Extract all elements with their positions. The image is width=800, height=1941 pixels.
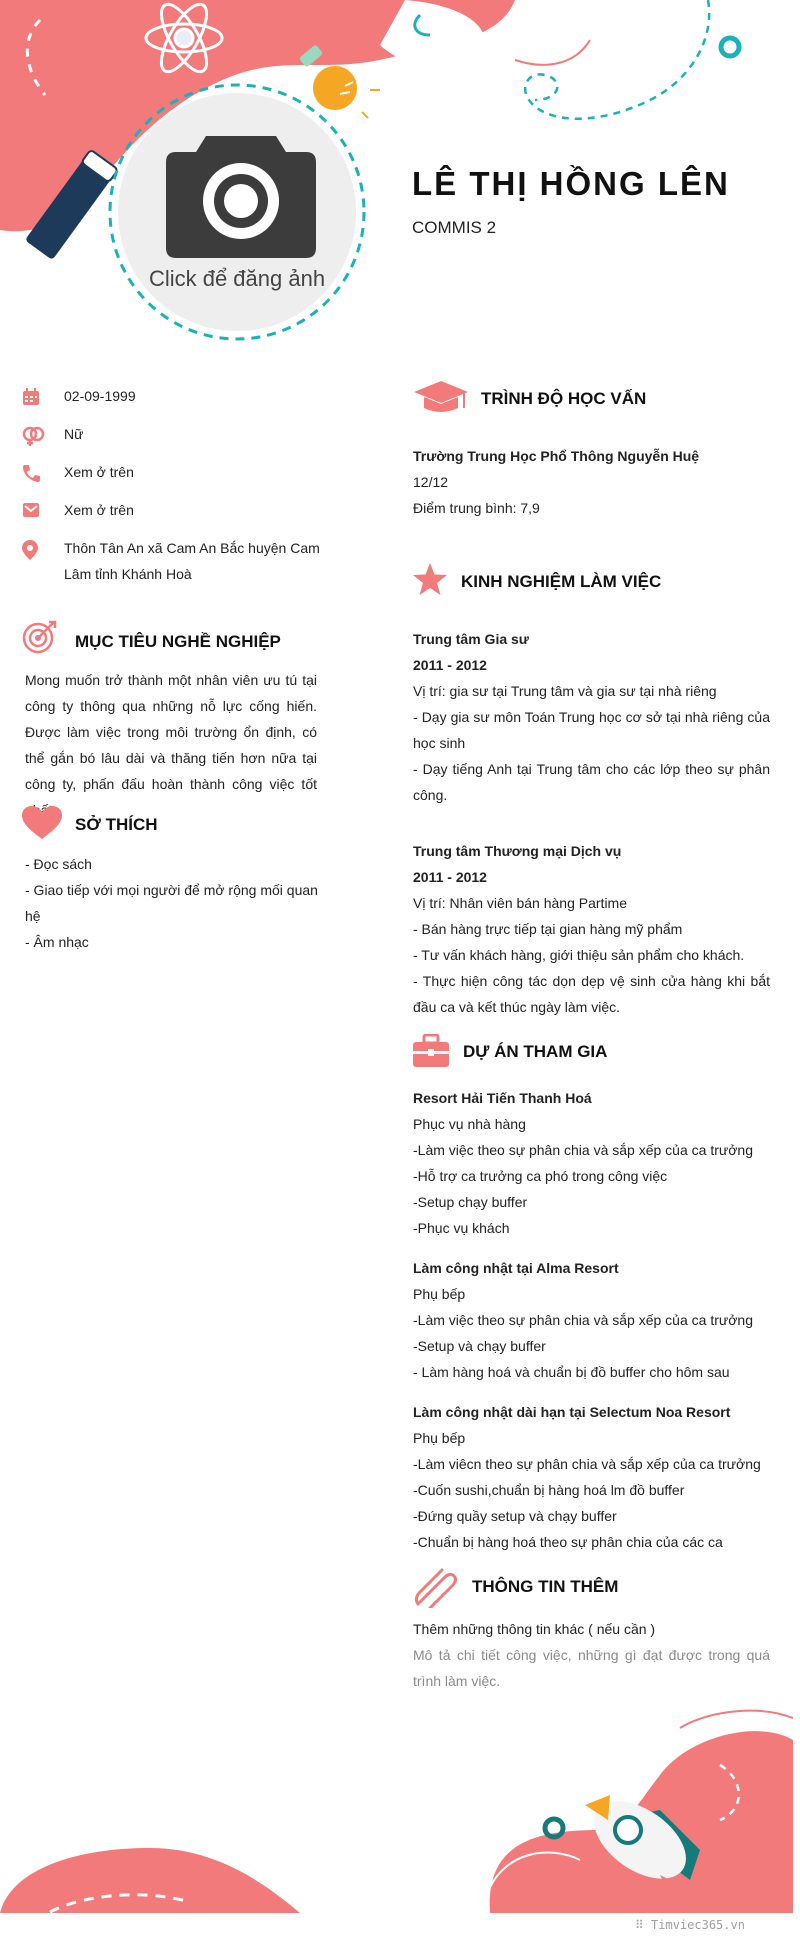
projects-title: DỰ ÁN THAM GIA	[463, 1042, 608, 1061]
hobby-item: - Âm nhạc	[25, 934, 89, 950]
experience-block	[413, 626, 770, 1020]
job-company: Trung tâm Thương mại Dịch vụ	[413, 843, 622, 859]
project-line: -Làm viêcn theo sự phân chia và sắp xếp của ca trưởng	[413, 1456, 761, 1472]
watermark: ⠿ Timviec365.vn	[635, 1918, 745, 1932]
job-company: Trung tâm Gia sư	[413, 631, 529, 647]
project-line: -Đứng quầy setup và chạy buffer	[413, 1508, 617, 1524]
school-name: Trường Trung Học Phổ Thông Nguyễn Huệ	[413, 448, 700, 464]
project-name: Resort Hải Tiến Thanh Hoá	[413, 1090, 592, 1106]
photo-upload-label[interactable]: Click để đăng ảnh	[148, 266, 326, 291]
education-title: TRÌNH ĐỘ HỌC VẤN	[481, 389, 647, 408]
more-info-block	[413, 1616, 770, 1694]
project-line: -Setup và chạy buffer	[413, 1338, 546, 1354]
project-line: -Làm việc theo sự phân chia và sắp xếp của ca trưởng	[413, 1142, 753, 1158]
heart-icon	[22, 806, 62, 840]
briefcase-icon	[412, 1034, 450, 1068]
project-line: -Cuốn sushi,chuẩn bị hàng hoá lm đồ buffer	[413, 1482, 685, 1498]
job-line: - Dạy gia sư môn Toán Trung học cơ sở tại nhà riêng của học sinh	[413, 709, 770, 751]
candidate-position: COMMIS 2	[412, 218, 497, 237]
project-line: - Làm hàng hoá và chuẩn bị đồ buffer cho hôm sau	[413, 1364, 730, 1380]
birthday-text: 02-09-1999	[64, 388, 136, 404]
gender-text: Nữ	[64, 426, 84, 442]
job-line: - Dạy tiếng Anh tại Trung tâm cho các lớp theo sự phân công.	[413, 761, 770, 803]
job-line: - Tư vấn khách hàng, giới thiệu sản phẩm cho khách.	[413, 947, 745, 963]
project-name: Làm công nhật tại Alma Resort	[413, 1260, 619, 1276]
job-line: - Thực hiện công tác dọn dẹp vệ sinh cửa hàng khi bắt đầu ca và kết thúc ngày làm việc.	[413, 973, 770, 1015]
job-period: 2011 - 2012	[413, 657, 487, 673]
contact-gender	[22, 421, 342, 447]
contact-phone	[22, 459, 342, 485]
footer-decoration	[0, 1700, 800, 1941]
experience-title: KINH NGHIỆM LÀM VIỆC	[461, 572, 662, 591]
star-icon	[412, 562, 448, 596]
calendar-icon	[22, 388, 40, 406]
more-info-title: THÔNG TIN THÊM	[472, 1577, 619, 1596]
project-line: Phụ bếp	[413, 1286, 466, 1302]
project-line: -Làm việc theo sự phân chia và sắp xếp của ca trưởng	[413, 1312, 753, 1328]
camera-icon[interactable]	[166, 126, 316, 258]
job-period: 2011 - 2012	[413, 869, 487, 885]
watermark-text: Timviec365.vn	[651, 1918, 745, 1932]
project-line: -Setup chạy buffer	[413, 1194, 528, 1210]
project-line: -Phục vụ khách	[413, 1220, 510, 1236]
project-line: Phụ bếp	[413, 1430, 466, 1446]
more-info-hint: Mô tả chi tiết công việc, những gì đạt được trong quá trình làm việc.	[413, 1647, 770, 1689]
more-info-text: Thêm những thông tin khác ( nếu cần )	[413, 1621, 656, 1637]
paperclip-icon	[414, 1568, 458, 1608]
email-text: Xem ở trên	[64, 502, 134, 518]
target-icon	[22, 620, 58, 654]
job-line: - Bán hàng trực tiếp tại gian hàng mỹ phẩm	[413, 921, 683, 937]
objective-text: Mong muốn trở thành một nhân viên ưu tú tại công ty thông qua những nỗ lực cống hiến. Được làm việc trong môi trường ổn định, có thể gắn bó lâu dài và thăng tiến hơn nữa tại công ty, phấn đấu hoàn thành công việc tốt	[25, 672, 317, 792]
hobby-item: - Giao tiếp với mọi người để mở rộng mối quan hệ	[25, 882, 318, 924]
graduation-cap-icon	[412, 380, 470, 414]
project-line: Phục vụ nhà hàng	[413, 1116, 526, 1132]
projects-block	[413, 1085, 770, 1555]
phone-icon	[22, 464, 40, 482]
project-line: -Hỗ trợ ca trưởng ca phó trong công việc	[413, 1168, 668, 1184]
gender-icon	[22, 426, 46, 446]
project-line: -Chuẩn bị hàng hoá theo sự phân chia của các ca	[413, 1534, 723, 1550]
location-pin-icon	[22, 540, 38, 560]
phone-text: Xem ở trên	[64, 464, 134, 480]
address-text: Thôn Tân An xã Cam An Bắc huyện Cam Lâm tỉnh Khánh Hoà	[64, 540, 320, 582]
contact-email	[22, 497, 342, 523]
objective-title: MỤC TIÊU NGHỀ NGHIỆP	[75, 632, 281, 651]
contact-address	[22, 535, 342, 587]
school-score: Điểm trung bình: 7,9	[413, 500, 540, 516]
project-name: Làm công nhật dài hạn tại Selectum Noa Resort	[413, 1404, 731, 1420]
education-block	[413, 443, 770, 521]
candidate-name: LÊ THỊ HỒNG LÊN	[412, 165, 730, 202]
contact-birthday	[22, 383, 342, 409]
mail-icon	[22, 502, 40, 518]
job-line: Vị trí: gia sư tại Trung tâm và gia sư tại nhà riêng	[413, 683, 717, 699]
hobby-item: - Đọc sách	[25, 856, 92, 872]
school-grade: 12/12	[413, 474, 449, 490]
hobbies-list	[25, 851, 325, 955]
job-line: Vị trí: Nhân viên bán hàng Partime	[413, 895, 628, 911]
hobbies-title: SỞ THÍCH	[75, 815, 158, 834]
